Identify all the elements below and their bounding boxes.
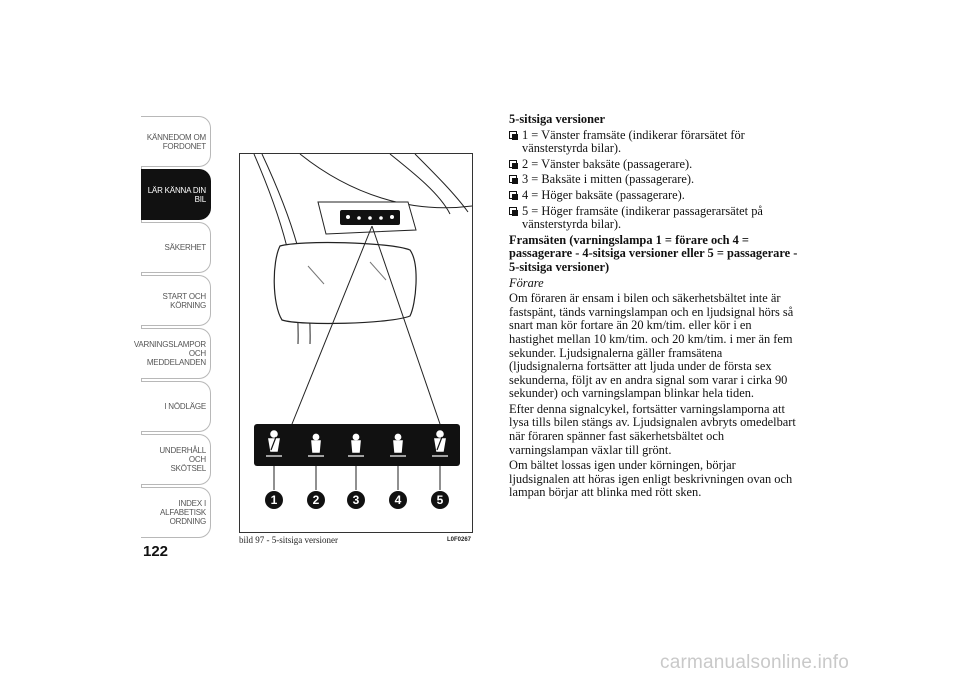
lamp-curve [415, 154, 468, 212]
list-item: 1 = Vänster framsäte (indikerar förarsätet för vänsterstyrda bilar). [509, 129, 799, 156]
roof-curve [300, 154, 472, 208]
tab-underhall-och-skotsel[interactable]: UNDERHÅLL OCH SKÖTSEL [141, 434, 211, 485]
figure-caption: bild 97 - 5-sitsiga versioner [239, 535, 338, 545]
tab-kannedom-om-fordonet[interactable]: KÄNNEDOM OM FORDONET [141, 116, 211, 167]
tab-varningslampor[interactable]: VARNINGSLAMPOR OCH MEDDELANDEN [141, 328, 211, 379]
tab-lar-kanna-din-bil[interactable]: LÄR KÄNNA DIN BIL [141, 169, 211, 220]
figure-code: L0F0267 [447, 537, 472, 543]
list-item: 4 = Höger baksäte (passagerare). [509, 189, 799, 203]
figure-seatbelt-panel [239, 153, 473, 533]
subheading: Förare [509, 275, 544, 290]
content-column [509, 113, 799, 502]
checkbox-bullet-icon [509, 131, 517, 139]
checkbox-bullet-icon [509, 175, 517, 183]
seat-number-4: 4 [394, 493, 402, 507]
tab-sakerhet[interactable]: SÄKERHET [141, 222, 211, 273]
watermark: carmanualsonline.info [660, 652, 850, 673]
tab-index[interactable]: INDEX I ALFABETISK ORDNING [141, 487, 211, 538]
list-item: 5 = Höger framsäte (indikerar passagerarsätet på vänsterstyrda bilar). [509, 205, 799, 232]
paragraph: Om föraren är ensam i bilen och säkerhetsbältet inte är fastspänt, tänds varningslampan och en ljudsignal hörs så snart man kör fortare än 20 km/tim. eller kör i en hastighet mellan 10 km/tim. och 20 km/tim. i mer än fem sekunder. Ljudsignalerna gäller framsätena (ljudsignalerna fortsätter att ljuda under de första sex sekunderna, följt av en andra signal som varar i cirka 90 sekunder) och varningslampan blinkar hela tiden. [509, 291, 794, 401]
checkbox-bullet-icon [509, 207, 517, 215]
checkbox-bullet-icon [509, 160, 517, 168]
section-heading: Framsäten (varningslampa 1 = förare och 4 = passagerare - 4-sitsiga versioner eller 5 = passagerare - 5-sitsiga versioner) [509, 232, 798, 274]
list-item: 3 = Baksäte i mitten (passagerare). [509, 173, 799, 187]
tab-i-nodlage[interactable]: I NÖDLÄGE [141, 381, 211, 432]
seat-number-1: 1 [270, 493, 278, 507]
seat-number-3: 3 [352, 493, 360, 507]
callout-lines [274, 466, 440, 490]
tab-start-och-korning[interactable]: START OCH KÖRNING [141, 275, 211, 326]
paragraph: Om bältet lossas igen under körningen, börjar ljudsignalen att höras igen enligt beskrivningen ovan och lampan börjar att blinka med rött sken. [509, 458, 793, 500]
seat-number-2: 2 [312, 493, 320, 507]
checkbox-bullet-icon [509, 191, 517, 199]
list-item: 2 = Vänster baksäte (passagerare). [509, 158, 799, 172]
seat-number-5: 5 [436, 493, 444, 507]
rearview-mirror [274, 243, 416, 324]
figure-illustration [240, 154, 472, 532]
section-heading: 5-sitsiga versioner [509, 112, 606, 126]
paragraph: Efter denna signalcykel, fortsätter varningslamporna att lysa tills bilen stängs av. Ljudsignalen avbryts omedelbart när föraren spänner fast säkerhetsbältet och varningslampan växlar till grönt. [509, 401, 796, 457]
page-number: 122 [143, 543, 169, 560]
